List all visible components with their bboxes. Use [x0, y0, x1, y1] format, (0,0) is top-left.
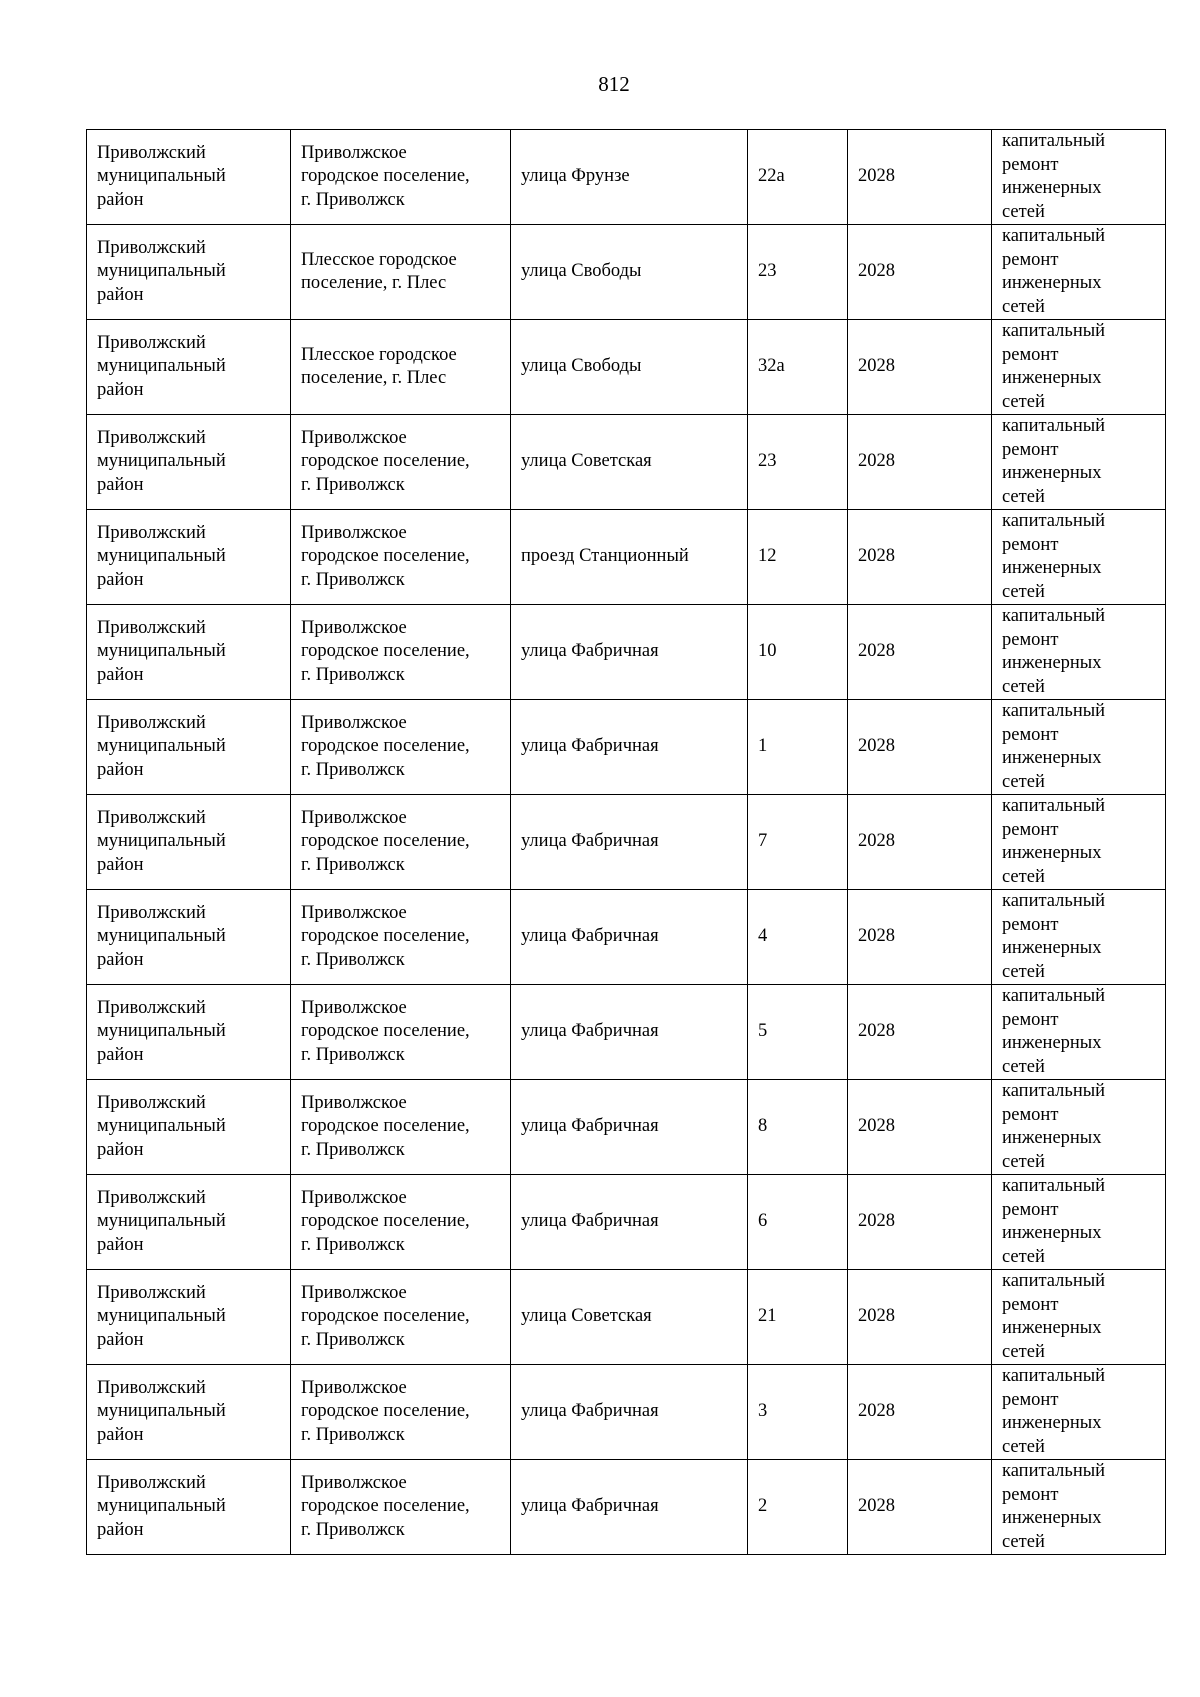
- settlement-cell: [291, 1080, 511, 1175]
- street-cell: [511, 700, 748, 795]
- settlement-cell: [291, 225, 511, 320]
- district-cell-text: Приволжский муниципальный район: [97, 617, 226, 685]
- settlement-cell: [291, 1175, 511, 1270]
- year-cell-text: 2028: [858, 1116, 895, 1137]
- table-row: [87, 700, 1166, 795]
- housing-repair-table: [86, 129, 1166, 1555]
- house-number-cell-text: 22а: [758, 166, 785, 187]
- district-cell-text: Приволжский муниципальный район: [97, 712, 226, 780]
- table-row: [87, 890, 1166, 985]
- table-row: [87, 1365, 1166, 1460]
- work-type-cell-text: капитальный ремонт инженерных сетей: [1002, 226, 1106, 317]
- house-number-cell: [748, 795, 848, 890]
- street-cell: [511, 415, 748, 510]
- year-cell: [848, 130, 992, 225]
- year-cell: [848, 415, 992, 510]
- house-number-cell: [748, 130, 848, 225]
- street-cell: [511, 795, 748, 890]
- street-cell-text: улица Фабричная: [521, 1211, 659, 1232]
- work-type-cell-text: капитальный ремонт инженерных сетей: [1002, 606, 1106, 697]
- year-cell: [848, 1175, 992, 1270]
- district-cell: [87, 225, 291, 320]
- work-type-cell-text: капитальный ремонт инженерных сетей: [1002, 416, 1106, 507]
- year-cell-text: 2028: [858, 166, 895, 187]
- district-cell: [87, 795, 291, 890]
- work-type-cell-text: капитальный ремонт инженерных сетей: [1002, 986, 1106, 1077]
- house-number-cell: [748, 985, 848, 1080]
- street-cell-text: улица Фабричная: [521, 1021, 659, 1042]
- work-type-cell-text: капитальный ремонт инженерных сетей: [1002, 321, 1106, 412]
- settlement-cell-text: Приволжское городское поселение, г. Приволжск: [301, 427, 470, 495]
- year-cell-text: 2028: [858, 1021, 895, 1042]
- work-type-cell: [992, 795, 1166, 890]
- street-cell: [511, 985, 748, 1080]
- house-number-cell: [748, 1175, 848, 1270]
- year-cell-text: 2028: [858, 261, 895, 282]
- district-cell: [87, 415, 291, 510]
- work-type-cell-text: капитальный ремонт инженерных сетей: [1002, 1271, 1106, 1362]
- year-cell: [848, 225, 992, 320]
- work-type-cell-text: капитальный ремонт инженерных сетей: [1002, 1081, 1106, 1172]
- district-cell: [87, 1365, 291, 1460]
- settlement-cell-text: Приволжское городское поселение, г. Приволжск: [301, 1092, 470, 1160]
- table-row: [87, 225, 1166, 320]
- work-type-cell-text: капитальный ремонт инженерных сетей: [1002, 131, 1106, 222]
- settlement-cell-text: Плесское городское поселение, г. Плес: [301, 249, 457, 293]
- year-cell-text: 2028: [858, 1306, 895, 1327]
- year-cell-text: 2028: [858, 356, 895, 377]
- work-type-cell-text: капитальный ремонт инженерных сетей: [1002, 511, 1106, 602]
- work-type-cell-text: капитальный ремонт инженерных сетей: [1002, 796, 1106, 887]
- district-cell: [87, 1270, 291, 1365]
- table-row: [87, 510, 1166, 605]
- year-cell: [848, 510, 992, 605]
- year-cell-text: 2028: [858, 831, 895, 852]
- year-cell-text: 2028: [858, 641, 895, 662]
- house-number-cell: [748, 890, 848, 985]
- work-type-cell: [992, 605, 1166, 700]
- year-cell: [848, 1365, 992, 1460]
- house-number-cell: [748, 320, 848, 415]
- settlement-cell-text: Приволжское городское поселение, г. Приволжск: [301, 142, 470, 210]
- house-number-cell-text: 21: [758, 1306, 777, 1327]
- district-cell-text: Приволжский муниципальный район: [97, 1282, 226, 1350]
- house-number-cell-text: 10: [758, 641, 777, 662]
- table-row: [87, 1270, 1166, 1365]
- street-cell-text: улица Фабричная: [521, 1401, 659, 1422]
- work-type-cell-text: капитальный ремонт инженерных сетей: [1002, 1176, 1106, 1267]
- house-number-cell: [748, 1270, 848, 1365]
- district-cell-text: Приволжский муниципальный район: [97, 1472, 226, 1540]
- table-row: [87, 1460, 1166, 1555]
- street-cell-text: улица Советская: [521, 451, 652, 472]
- settlement-cell: [291, 985, 511, 1080]
- year-cell-text: 2028: [858, 926, 895, 947]
- district-cell: [87, 320, 291, 415]
- house-number-cell-text: 8: [758, 1116, 768, 1137]
- year-cell-text: 2028: [858, 451, 895, 472]
- settlement-cell-text: Плесское городское поселение, г. Плес: [301, 344, 457, 388]
- district-cell-text: Приволжский муниципальный район: [97, 522, 226, 590]
- settlement-cell-text: Приволжское городское поселение, г. Приволжск: [301, 1377, 470, 1445]
- work-type-cell: [992, 985, 1166, 1080]
- street-cell: [511, 1080, 748, 1175]
- district-cell: [87, 700, 291, 795]
- settlement-cell-text: Приволжское городское поселение, г. Приволжск: [301, 1187, 470, 1255]
- street-cell: [511, 890, 748, 985]
- street-cell-text: улица Фабричная: [521, 831, 659, 852]
- house-number-cell-text: 4: [758, 926, 768, 947]
- street-cell: [511, 605, 748, 700]
- settlement-cell: [291, 890, 511, 985]
- year-cell-text: 2028: [858, 546, 895, 567]
- year-cell: [848, 320, 992, 415]
- house-number-cell: [748, 1460, 848, 1555]
- district-cell: [87, 890, 291, 985]
- work-type-cell: [992, 1080, 1166, 1175]
- year-cell: [848, 1270, 992, 1365]
- house-number-cell-text: 32а: [758, 356, 785, 377]
- district-cell-text: Приволжский муниципальный район: [97, 902, 226, 970]
- settlement-cell-text: Приволжское городское поселение, г. Приволжск: [301, 807, 470, 875]
- street-cell-text: улица Фрунзе: [521, 166, 630, 187]
- house-number-cell: [748, 1080, 848, 1175]
- table-row: [87, 605, 1166, 700]
- house-number-cell-text: 1: [758, 736, 768, 757]
- table-body: [87, 130, 1166, 1555]
- table-row: [87, 415, 1166, 510]
- year-cell-text: 2028: [858, 1211, 895, 1232]
- work-type-cell-text: капитальный ремонт инженерных сетей: [1002, 1461, 1106, 1552]
- house-number-cell-text: 7: [758, 831, 768, 852]
- work-type-cell: [992, 1175, 1166, 1270]
- year-cell: [848, 890, 992, 985]
- table-row: [87, 985, 1166, 1080]
- year-cell-text: 2028: [858, 1401, 895, 1422]
- work-type-cell: [992, 1365, 1166, 1460]
- house-number-cell: [748, 225, 848, 320]
- year-cell: [848, 985, 992, 1080]
- district-cell: [87, 605, 291, 700]
- district-cell-text: Приволжский муниципальный район: [97, 1187, 226, 1255]
- table-row: [87, 1080, 1166, 1175]
- house-number-cell-text: 23: [758, 451, 777, 472]
- street-cell-text: улица Фабричная: [521, 926, 659, 947]
- year-cell: [848, 1460, 992, 1555]
- work-type-cell: [992, 320, 1166, 415]
- work-type-cell: [992, 1270, 1166, 1365]
- year-cell-text: 2028: [858, 1496, 895, 1517]
- table-row: [87, 795, 1166, 890]
- settlement-cell-text: Приволжское городское поселение, г. Приволжск: [301, 997, 470, 1065]
- settlement-cell: [291, 605, 511, 700]
- year-cell: [848, 605, 992, 700]
- street-cell-text: проезд Станционный: [521, 546, 689, 567]
- work-type-cell: [992, 1460, 1166, 1555]
- street-cell-text: улица Свободы: [521, 261, 642, 282]
- district-cell-text: Приволжский муниципальный район: [97, 1377, 226, 1445]
- street-cell-text: улица Советская: [521, 1306, 652, 1327]
- district-cell-text: Приволжский муниципальный район: [97, 1092, 226, 1160]
- page-number: 812: [598, 72, 630, 96]
- settlement-cell: [291, 1270, 511, 1365]
- work-type-cell: [992, 130, 1166, 225]
- district-cell-text: Приволжский муниципальный район: [97, 332, 226, 400]
- district-cell-text: Приволжский муниципальный район: [97, 142, 226, 210]
- work-type-cell: [992, 415, 1166, 510]
- settlement-cell: [291, 1460, 511, 1555]
- street-cell: [511, 1270, 748, 1365]
- street-cell-text: улица Фабричная: [521, 1116, 659, 1137]
- district-cell-text: Приволжский муниципальный район: [97, 237, 226, 305]
- table-row: [87, 130, 1166, 225]
- district-cell: [87, 1175, 291, 1270]
- house-number-cell-text: 2: [758, 1496, 768, 1517]
- settlement-cell-text: Приволжское городское поселение, г. Приволжск: [301, 902, 470, 970]
- street-cell: [511, 320, 748, 415]
- district-cell-text: Приволжский муниципальный район: [97, 427, 226, 495]
- street-cell-text: улица Фабричная: [521, 641, 659, 662]
- work-type-cell: [992, 225, 1166, 320]
- street-cell-text: улица Фабричная: [521, 736, 659, 757]
- house-number-cell: [748, 415, 848, 510]
- work-type-cell-text: капитальный ремонт инженерных сетей: [1002, 891, 1106, 982]
- settlement-cell: [291, 700, 511, 795]
- year-cell-text: 2028: [858, 736, 895, 757]
- work-type-cell: [992, 890, 1166, 985]
- work-type-cell-text: капитальный ремонт инженерных сетей: [1002, 701, 1106, 792]
- table-row: [87, 1175, 1166, 1270]
- district-cell: [87, 1460, 291, 1555]
- street-cell: [511, 1365, 748, 1460]
- work-type-cell: [992, 510, 1166, 605]
- table-row: [87, 320, 1166, 415]
- settlement-cell: [291, 320, 511, 415]
- settlement-cell: [291, 415, 511, 510]
- house-number-cell: [748, 605, 848, 700]
- district-cell: [87, 985, 291, 1080]
- street-cell: [511, 225, 748, 320]
- street-cell-text: улица Свободы: [521, 356, 642, 377]
- work-type-cell: [992, 700, 1166, 795]
- district-cell: [87, 510, 291, 605]
- district-cell: [87, 130, 291, 225]
- house-number-cell: [748, 700, 848, 795]
- settlement-cell: [291, 510, 511, 605]
- street-cell: [511, 1460, 748, 1555]
- district-cell: [87, 1080, 291, 1175]
- settlement-cell: [291, 1365, 511, 1460]
- house-number-cell-text: 6: [758, 1211, 768, 1232]
- settlement-cell-text: Приволжское городское поселение, г. Приволжск: [301, 522, 470, 590]
- house-number-cell-text: 23: [758, 261, 777, 282]
- district-cell-text: Приволжский муниципальный район: [97, 997, 226, 1065]
- house-number-cell-text: 12: [758, 546, 777, 567]
- settlement-cell: [291, 130, 511, 225]
- year-cell: [848, 795, 992, 890]
- street-cell: [511, 130, 748, 225]
- settlement-cell-text: Приволжское городское поселение, г. Приволжск: [301, 617, 470, 685]
- street-cell: [511, 510, 748, 605]
- district-cell-text: Приволжский муниципальный район: [97, 807, 226, 875]
- street-cell: [511, 1175, 748, 1270]
- settlement-cell: [291, 795, 511, 890]
- house-number-cell: [748, 510, 848, 605]
- work-type-cell-text: капитальный ремонт инженерных сетей: [1002, 1366, 1106, 1457]
- settlement-cell-text: Приволжское городское поселение, г. Приволжск: [301, 1472, 470, 1540]
- year-cell: [848, 1080, 992, 1175]
- settlement-cell-text: Приволжское городское поселение, г. Приволжск: [301, 712, 470, 780]
- house-number-cell: [748, 1365, 848, 1460]
- street-cell-text: улица Фабричная: [521, 1496, 659, 1517]
- house-number-cell-text: 3: [758, 1401, 768, 1422]
- settlement-cell-text: Приволжское городское поселение, г. Приволжск: [301, 1282, 470, 1350]
- house-number-cell-text: 5: [758, 1021, 768, 1042]
- year-cell: [848, 700, 992, 795]
